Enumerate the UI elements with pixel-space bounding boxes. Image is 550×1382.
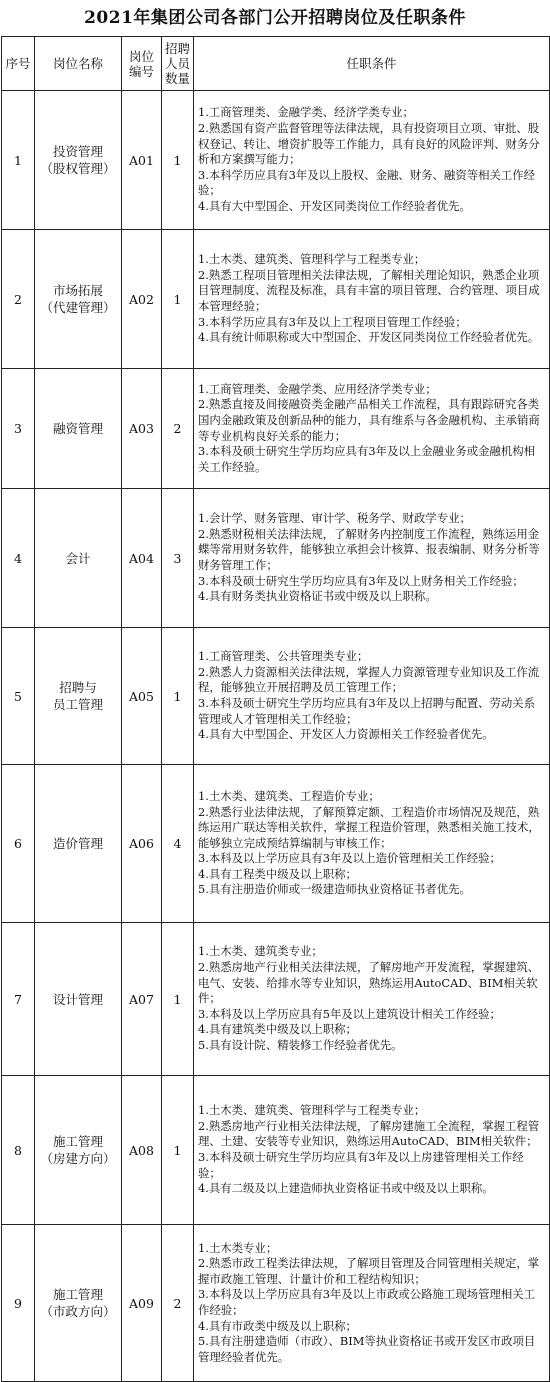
header-count-line: 人员 <box>164 56 190 71</box>
position-name-line: 造价管理 <box>52 836 103 851</box>
requirement-item: 3.本科及硕士研究生学历均应具有3年及以上房建管理相关工作经验； <box>198 1150 524 1180</box>
position-name-line: （代建管理） <box>40 300 116 315</box>
position-name-line: 员工管理 <box>52 697 103 712</box>
table-row <box>2 765 550 923</box>
requirement-item: 1.土木类、建筑类、工程造价专业； <box>198 788 380 803</box>
requirement-item: 1.会计学、财务管理、审计学、税务学、财政学专业； <box>198 511 471 526</box>
requirement-item: 1.工商管理类、金融学类、应用经济学类专业； <box>198 381 437 396</box>
cell-position-code: A07 <box>122 923 162 1076</box>
cell-position-name <box>35 1076 122 1225</box>
requirement-item: 4.具有统计师职称或大中型国企、开发区同类岗位工作经验者优先。 <box>198 330 540 345</box>
requirement-item: 1.土木类、建筑类、管理科学与工程类专业； <box>198 252 426 267</box>
requirement-item: 3.本科及硕士研究生学历均应具有3年及以上招聘与配置、劳动关系管理或人才管理相关工作经验； <box>198 696 536 726</box>
requirement-item: 2.熟悉直接及间接融资类金融产品相关工作流程，具有跟踪研究各类国内金融政策及创新品种的能力，具有维系与各金融机构、主承销商等专业机构良好关系的能力； <box>198 397 540 443</box>
requirement-item: 1.工商管理类、公共管理类专业； <box>198 649 369 664</box>
requirement-item: 3.本科及硕士研究生学历均应具有3年及以上金融业务或金融机构相关工作经验。 <box>198 444 536 474</box>
cell-position-code: A02 <box>122 230 162 369</box>
requirement-item: 2.熟悉行业法律法规，了解预算定额、工程造价市场情况及规范，熟练运用广联达等相关软件，掌握工程造价管理，熟悉相关施工技术，能够独立完成预结算编制与审核工作； <box>198 804 540 850</box>
cell-position-code: A09 <box>122 1225 162 1382</box>
requirement-item: 2.熟悉工程项目管理相关法律法规，了解相关理论知识，熟悉企业项目管理制度、流程及标准，具有丰富的项目管理、合约管理、项目成本管理经验； <box>198 267 540 313</box>
table-row <box>2 91 550 230</box>
cell-hire-count: 2 <box>162 1225 194 1382</box>
position-name-line: 市场拓展 <box>52 283 103 298</box>
requirement-item: 1.土木类、建筑类专业； <box>198 944 323 959</box>
header-count-line: 数量 <box>164 71 190 86</box>
cell-hire-count: 1 <box>162 923 194 1076</box>
cell-hire-count: 1 <box>162 1076 194 1225</box>
requirement-item: 3.本科及以上学历应具有5年及以上建筑设计相关工作经验； <box>198 1006 501 1021</box>
table-row <box>2 489 550 628</box>
position-name-line: 施工管理 <box>52 1134 103 1149</box>
cell-requirements <box>194 489 550 628</box>
requirement-item: 3.本科学历应具有3年及以上工程项目管理工作经验； <box>198 314 467 329</box>
page-title: 2021年集团公司各部门公开招聘岗位及任职条件 <box>84 8 466 28</box>
position-name-line: 投资管理 <box>52 144 103 159</box>
requirement-item: 1.土木类、建筑类、管理科学与工程类专业； <box>198 1103 426 1118</box>
header-position-name: 岗位名称 <box>35 37 122 91</box>
cell-requirements <box>194 91 550 230</box>
cell-position-name <box>35 369 122 489</box>
cell-seq: 8 <box>2 1076 35 1225</box>
requirement-item: 5.具有注册建造师（市政）、BIM等执业资格证书或开发区市政项目管理经验者优先。 <box>198 1334 536 1364</box>
cell-seq: 1 <box>2 91 35 230</box>
position-name-line: 融资管理 <box>52 421 103 436</box>
cell-seq: 2 <box>2 230 35 369</box>
cell-position-code: A03 <box>122 369 162 489</box>
table-row <box>2 923 550 1076</box>
header-hire-count <box>162 37 194 91</box>
requirement-item: 4.具有财务类执业资格证书或中级及以上职称。 <box>198 589 437 604</box>
position-name-line: （市政方向） <box>40 1304 116 1319</box>
header-code-line: 岗位 <box>128 48 154 64</box>
requirement-item: 2.熟悉市政工程类法律法规，了解项目管理及合同管理相关规定，掌握市政施工管理、计量计价和工程结构知识； <box>198 1256 540 1286</box>
cell-requirements <box>194 923 550 1076</box>
requirement-item: 2.熟悉国有资产监督管理等法律法规，具有投资项目立项、审批、股权登记、转让、增资扩股等工作能力，具有良好的风险评判、财务分析和方案撰写能力； <box>198 121 540 167</box>
requirement-item: 4.具有大中型国企、开发区同类岗位工作经验者优先。 <box>198 198 471 213</box>
cell-seq: 7 <box>2 923 35 1076</box>
position-name-line: 施工管理 <box>52 1287 103 1302</box>
requirement-item: 3.本科及以上学历应具有3年及以上市政或公路施工现场管理相关工作经验； <box>198 1287 536 1317</box>
table-row <box>2 230 550 369</box>
cell-seq: 9 <box>2 1225 35 1382</box>
requirement-item: 1.工商管理类、金融学类、经济学类专业； <box>198 105 414 120</box>
cell-position-name <box>35 91 122 230</box>
requirement-item: 2.熟悉人力资源相关法律法规，掌握人力资源管理专业知识及工作流程，能够独立开展招聘及员工管理工作； <box>198 664 540 695</box>
header-seq: 序号 <box>2 37 35 91</box>
cell-requirements <box>194 230 550 369</box>
requirement-item: 4.具有市政类中级及以上职称； <box>198 1318 357 1333</box>
cell-hire-count: 1 <box>162 628 194 765</box>
requirement-item: 1.土木类专业； <box>198 1240 278 1255</box>
cell-seq: 5 <box>2 628 35 765</box>
requirement-item: 3.本科及硕士研究生学历均应具有3年及以上财务相关工作经验； <box>198 573 524 588</box>
requirement-item: 4.具有二级及以上建造师执业资格证书或中级及以上职称。 <box>198 1181 494 1196</box>
header-code-line: 编号 <box>128 63 154 79</box>
position-name-line: 招聘与 <box>59 680 97 695</box>
job-requirements-table <box>1 36 550 1382</box>
table-header-row <box>2 37 550 91</box>
requirement-item: 4.具有工程类中级及以上职称； <box>198 866 357 881</box>
requirement-item: 2.熟悉房地产行业相关法律法规，了解房地产开发流程，掌握建筑、电气、安装、给排水等专业知识，熟练运用AutoCAD、BIM相关软件； <box>198 960 540 1006</box>
table-row <box>2 628 550 765</box>
cell-hire-count: 2 <box>162 369 194 489</box>
cell-hire-count: 3 <box>162 489 194 628</box>
requirement-item: 4.具有建筑类中级及以上职称； <box>198 1022 357 1037</box>
cell-position-code: A04 <box>122 489 162 628</box>
cell-hire-count: 1 <box>162 91 194 230</box>
cell-position-code: A05 <box>122 628 162 765</box>
position-name-line: （房建方向） <box>40 1151 116 1166</box>
requirement-item: 3.本科学历应具有3年及以上股权、金融、财务、融资等相关工作经验； <box>198 167 536 198</box>
cell-position-name <box>35 765 122 923</box>
cell-position-code: A01 <box>122 91 162 230</box>
header-position-code <box>122 37 162 91</box>
table-row <box>2 1225 550 1382</box>
position-name-line: 设计管理 <box>52 991 103 1007</box>
position-name-line: 会计 <box>65 550 91 566</box>
header-requirements: 任职条件 <box>194 37 550 91</box>
cell-hire-count: 4 <box>162 765 194 923</box>
requirement-item: 2.熟悉房地产行业相关法律法规，了解房建施工全流程，掌握工程管理、土建、安装等专业知识，熟练运用AutoCAD、BIM相关软件； <box>198 1118 540 1149</box>
position-name-line: （股权管理） <box>40 161 116 176</box>
cell-requirements <box>194 369 550 489</box>
requirement-item: 4.具有大中型国企、开发区人力资源相关工作经验者优先。 <box>198 727 494 742</box>
requirement-item: 2.熟悉财税相关法律法规，了解财务内控制度工作流程，熟练运用金蝶等常用财务软件，能够独立承担会计核算、报表编制、财务分析等财务管理工作； <box>198 526 540 572</box>
cell-requirements <box>194 628 550 765</box>
cell-requirements <box>194 1076 550 1225</box>
cell-seq: 4 <box>2 489 35 628</box>
cell-seq: 3 <box>2 369 35 489</box>
header-count-line: 招聘 <box>164 41 190 56</box>
requirement-item: 3.本科及以上学历应具有3年及以上造价管理相关工作经验； <box>198 851 501 866</box>
cell-hire-count: 1 <box>162 230 194 369</box>
cell-requirements <box>194 765 550 923</box>
requirement-item: 5.具有设计院、精装修工作经验者优先。 <box>198 1037 403 1052</box>
cell-position-code: A08 <box>122 1076 162 1225</box>
cell-seq: 6 <box>2 765 35 923</box>
cell-position-name <box>35 1225 122 1382</box>
cell-position-code: A06 <box>122 765 162 923</box>
table-row <box>2 369 550 489</box>
cell-position-name <box>35 489 122 628</box>
cell-requirements <box>194 1225 550 1382</box>
cell-position-name <box>35 230 122 369</box>
cell-position-name <box>35 923 122 1076</box>
table-row <box>2 1076 550 1225</box>
requirement-item: 5.具有注册造价师或一级建造师执业资格证书者优先。 <box>198 882 471 897</box>
cell-position-name <box>35 628 122 765</box>
